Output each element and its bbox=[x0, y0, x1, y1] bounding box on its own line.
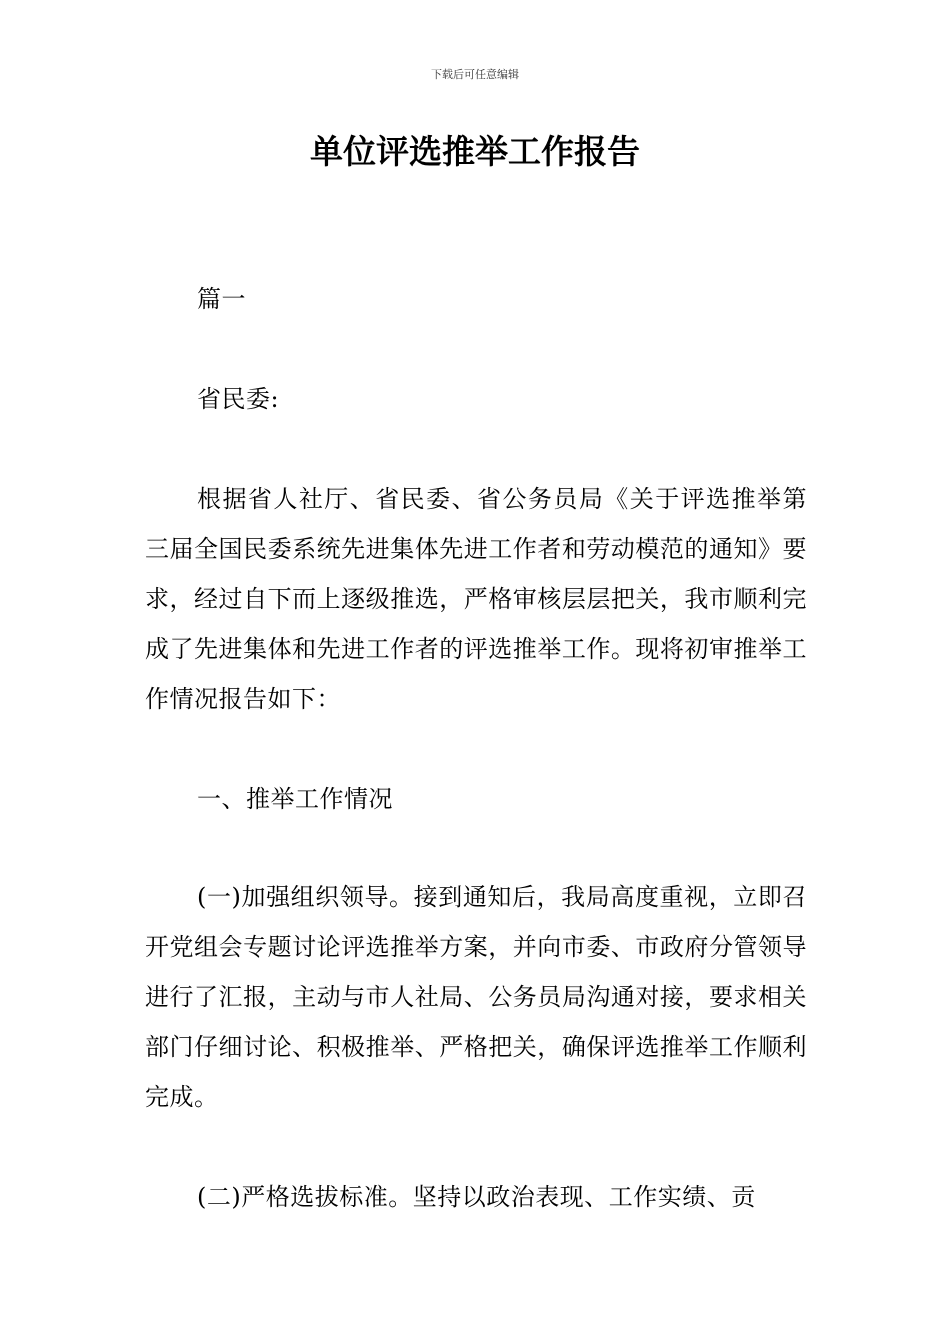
intro-paragraph: 根据省人社厅、省民委、省公务员局《关于评选推举第三届全国民委系统先进集体先进工作者和劳动模范的通知》要求，经过自下而上逐级推选，严格审核层层把关，我市顺利完成了先进集体和先进工作者的评选推举工作。现将初审推举工作情况报告如下： bbox=[145, 485, 807, 713]
body-paragraph-1: (一)加强组织领导。接到通知后，我局高度重视，立即召开党组会专题讨论评选推举方案，并向市委、市政府分管领导进行了汇报，主动与市人社局、公务员局沟通对接，要求相关部门仔细讨论、积极推举、严格把关，确保评选推举工作顺利完成。 bbox=[145, 883, 807, 1111]
salutation: 省民委: bbox=[197, 385, 280, 413]
body-paragraph-2: (二)严格选拔标准。坚持以政治表现、工作实绩、贡 bbox=[197, 1183, 756, 1211]
section-heading: 一、推举工作情况 bbox=[197, 785, 393, 813]
document-title: 单位评选推举工作报告 bbox=[310, 132, 640, 171]
header-note: 下载后可任意编辑 bbox=[431, 68, 519, 81]
section-label: 篇一 bbox=[197, 285, 246, 313]
